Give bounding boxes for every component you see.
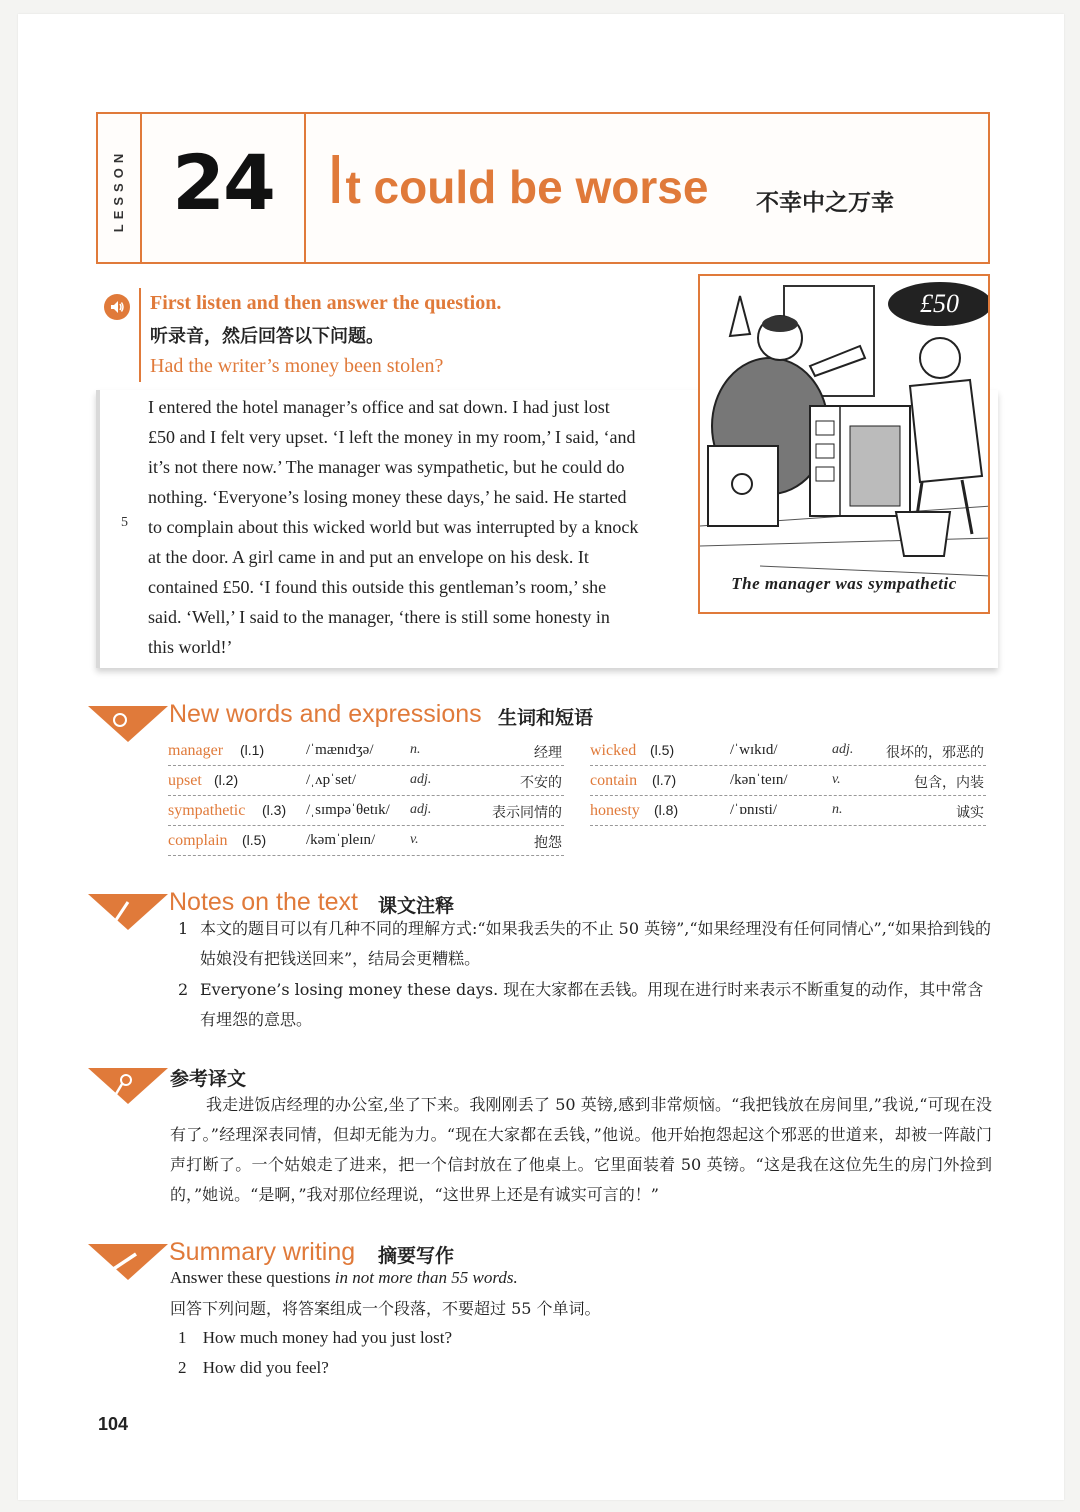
- lesson-header: [96, 112, 990, 264]
- vocab-line-ref: (l.5): [650, 742, 675, 758]
- vocab-pos: adj.: [410, 772, 432, 787]
- listen-instruction-en: First listen and then answer the question.: [150, 292, 502, 314]
- note-text: 本文的题目可以有几种不同的理解方式:“如果我丢失的不止 50 英镑”,“如果经理没有任何同情心”,“如果拾到钱的姑娘没有把钱送回来”，结局会更糟糕。: [200, 919, 991, 968]
- summary-instruction-text: Answer these questions: [170, 1268, 331, 1287]
- vocab-word: manager: [168, 742, 224, 759]
- story-line: said. ‘Well,’ I said to the manager, ‘there is still some honesty in: [148, 607, 610, 627]
- vocab-row: [168, 768, 564, 796]
- note-item: [178, 914, 992, 974]
- section-title-summary-cn: 摘要写作: [378, 1245, 455, 1267]
- question-text: How did you feel?: [202, 1358, 329, 1377]
- line-number-marker: 5: [121, 515, 128, 530]
- vocab-phonetic: /ˌsɪmpəˈθetɪk/: [306, 802, 390, 818]
- listen-divider: [139, 288, 141, 382]
- vocab-line-ref: (l.5): [242, 832, 267, 848]
- lesson-label: LESSON: [111, 148, 127, 232]
- lesson-number: 24: [172, 138, 274, 227]
- vocab-line-ref: (l.1): [240, 742, 265, 758]
- vocab-word: wicked: [590, 742, 637, 759]
- story-line: £50 and I felt very upset. ‘I left the money in my room,’ I said, ‘and: [148, 427, 636, 447]
- vocab-word: contain: [590, 772, 638, 789]
- vocab-meaning: 很坏的，邪恶的: [886, 745, 984, 761]
- vocab-word: honesty: [590, 802, 640, 819]
- new-words-icon: [88, 702, 168, 744]
- note-item: [178, 975, 992, 1035]
- vocab-meaning: 包含，内装: [914, 775, 984, 791]
- story-line: I entered the hotel manager’s office and sat down. I had just lost: [148, 397, 610, 417]
- summary-writing-icon: [88, 1240, 168, 1282]
- summary-instruction-cn: 回答下列问题，将答案组成一个段落，不要超过 55 个单词。: [170, 1299, 601, 1318]
- listen-instruction-cn: 听录音，然后回答以下问题。: [150, 326, 384, 347]
- vocab-pos: adj.: [832, 742, 854, 757]
- note-number: 2: [178, 980, 189, 999]
- title-text: t could be worse: [345, 161, 709, 213]
- vocab-word: sympathetic: [168, 802, 246, 819]
- price-tag: £50: [920, 289, 959, 318]
- vocab-phonetic: /kəmˈpleɪn/: [306, 832, 376, 848]
- vocab-line-ref: (l.3): [262, 802, 287, 818]
- question-number: 1: [178, 1328, 187, 1347]
- note-text: Everyone’s losing money these days. 现在大家都在丢钱。用现在进行时来表示不断重复的动作，其中常含有埋怨的意思。: [200, 980, 984, 1029]
- story-line: at the door. A girl came in and put an envelope on his desk. It: [148, 547, 589, 567]
- summary-question: [178, 1328, 452, 1348]
- cartoon-drawing: [700, 276, 990, 614]
- cartoon-illustration: [698, 274, 990, 614]
- vocab-word: complain: [168, 832, 228, 849]
- question-text: How much money had you just lost?: [202, 1328, 453, 1347]
- translation-icon: [88, 1064, 168, 1106]
- lesson-title: [326, 140, 709, 218]
- title-initial: I: [326, 140, 346, 218]
- vocab-row: [168, 738, 564, 766]
- vocab-row: [590, 738, 986, 766]
- audio-speaker-icon[interactable]: [104, 294, 130, 320]
- notes-icon: [88, 890, 168, 932]
- vocab-phonetic: /ˈmænɪdʒə/: [306, 742, 374, 758]
- vocab-meaning: 经理: [534, 745, 562, 761]
- vocab-meaning: 表示同情的: [492, 805, 562, 821]
- title-chinese: 不幸中之万幸: [756, 190, 894, 216]
- section-title-notes: Notes on the text: [169, 888, 359, 916]
- listen-question: Had the writer’s money been stolen?: [150, 355, 444, 377]
- note-number: 1: [178, 919, 189, 938]
- story-line: it’s not there now.’ The manager was sympathetic, but he could do: [148, 457, 625, 477]
- vocab-pos: n.: [410, 742, 421, 757]
- section-title-notes-cn: 课文注释: [378, 895, 455, 917]
- illustration-caption: The manager was sympathetic: [731, 574, 957, 593]
- vocab-meaning: 抱怨: [534, 835, 562, 851]
- question-number: 2: [178, 1358, 187, 1377]
- section-title-new-words-cn: 生词和短语: [498, 707, 594, 729]
- section-title-summary: Summary writing: [169, 1238, 356, 1266]
- story-line: to complain about this wicked world but was interrupted by a knock: [148, 517, 639, 537]
- vocab-phonetic: /ˈɒnɪsti/: [730, 802, 778, 818]
- vocab-pos: v.: [832, 772, 841, 787]
- vocab-phonetic: /ˌʌpˈset/: [306, 772, 356, 788]
- story-text: [148, 392, 686, 662]
- vocab-row: [590, 798, 986, 826]
- vocab-phonetic: /kənˈteɪn/: [730, 772, 788, 788]
- vocab-row: [168, 798, 564, 826]
- vocab-line-ref: (l.7): [652, 772, 677, 788]
- story-line: this world!’: [148, 637, 233, 657]
- story-line: nothing. ‘Everyone’s losing money these days,’ he said. He started: [148, 487, 627, 507]
- lesson-label-box: [100, 144, 138, 236]
- vocab-meaning: 诚实: [956, 805, 984, 821]
- vocab-pos: v.: [410, 832, 419, 847]
- page-number: 104: [98, 1414, 129, 1434]
- summary-instruction-en: [170, 1268, 518, 1288]
- summary-question: [178, 1358, 329, 1378]
- vocab-pos: n.: [832, 802, 843, 817]
- section-title-translation: 参考译文: [170, 1068, 247, 1090]
- vocab-phonetic: /ˈwɪkɪd/: [730, 742, 778, 758]
- section-title-new-words: New words and expressions: [169, 700, 482, 728]
- story-line: contained £50. ‘I found this outside this gentleman’s room,’ she: [148, 577, 607, 597]
- vocab-row: [590, 768, 986, 796]
- vocab-word: upset: [168, 772, 202, 789]
- summary-instruction-limit: in not more than 55 words.: [334, 1268, 518, 1287]
- vocab-row: [168, 828, 564, 856]
- vocab-line-ref: (l.2): [214, 772, 239, 788]
- translation-text: 我走进饭店经理的办公室,坐了下来。我刚刚丢了 50 英镑,感到非常烦恼。“我把钱放在房间里,”我说,“可现在没有了。”经理深表同情，但却无能为力。“现在大家都在丢钱，”他说。他开始抱怨起这个邪恶的世道来，却被一阵敲门声打断了。一个姑娘走了进来，把一个信封放在了他桌上。它里面装着 50 英镑。“这是我在这位先生的房门外捡到的，”她说。“是啊，”我对那位经理说，“这世界上还是有诚实可言的！”: [170, 1095, 992, 1204]
- vocab-pos: adj.: [410, 802, 432, 817]
- vocab-meaning: 不安的: [520, 775, 562, 791]
- vocab-line-ref: (l.8): [654, 802, 679, 818]
- header-divider: [304, 114, 306, 262]
